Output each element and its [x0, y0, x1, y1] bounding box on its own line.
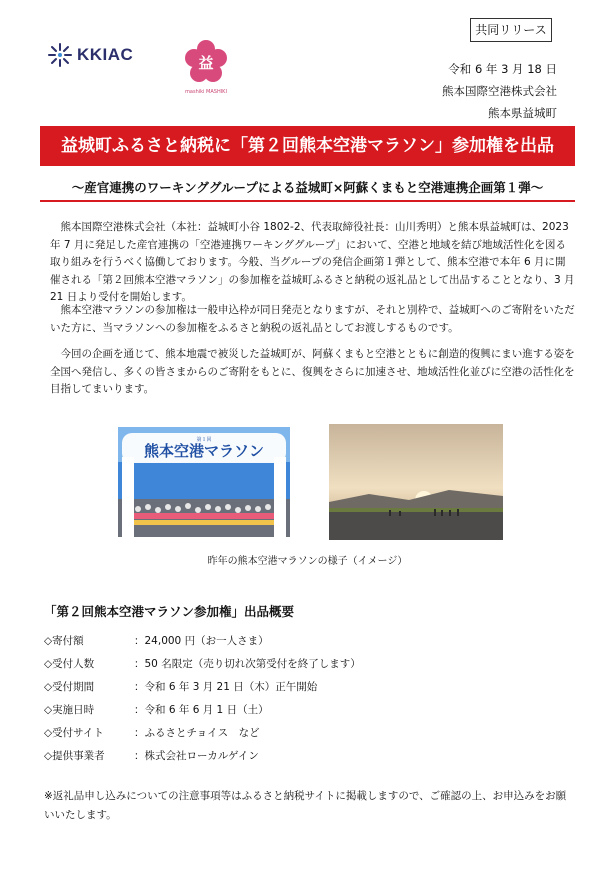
detail-label: ◇実施日時 [44, 704, 95, 716]
detail-label: ◇寄付額 [44, 635, 84, 647]
detail-label: ◇提供事業者 [44, 750, 105, 762]
detail-value: ：株式会社ローカルゲイン [134, 750, 259, 762]
paragraph-2: 熊本空港マラソンの参加権は一般申込枠が同日発売となりますが、それと別枠で、益城町へのご寄附をいただいた方に、当マラソンへの参加権をふるさと納税の返礼品としてお渡しするものです。 [50, 304, 575, 334]
detail-value: ：50 名限定（売り切れ次第受付を終了します） [134, 658, 361, 670]
detail-value: ：令和 6 年 6 月 1 日（土） [134, 704, 269, 716]
detail-label: ◇受付期間 [44, 681, 95, 693]
runway-runners-photo [329, 424, 503, 540]
header-info [442, 58, 557, 124]
paragraph-3: 今回の企画を通じて、熊本地震で被災した益城町が、阿蘇くまもと空港とともに創造的復興にまい進する姿を全国へ発信し、多くの皆さまからのご寄附をもとに、復興をさらに加速させ、地域活性化並びに空港の活性化を目指してまいります。 [50, 348, 575, 395]
detail-value: ：ふるさとチョイス など [134, 727, 260, 739]
subtitle-underline [40, 200, 575, 202]
release-date: 令和 6 年 3 月 18 日 [448, 62, 557, 76]
detail-label: ◇受付サイト [44, 727, 104, 739]
mashiki-town-logo [178, 40, 234, 98]
footnote: ※返礼品申し込みについての注意事項等はふるさと納税サイトに掲載しますので、ご確認の上、お申込みをお願いいたします。 [44, 790, 567, 821]
arch-small-text: 第１回 [196, 437, 212, 443]
detail-capacity [44, 656, 361, 671]
detail-value: ：24,000 円（お一人さま） [134, 635, 269, 647]
detail-site [44, 725, 260, 740]
detail-period [44, 679, 317, 694]
marathon-start-photo [118, 427, 290, 537]
detail-provider [44, 748, 259, 763]
subtitle: ～産官連携のワーキンググループによる益城町×阿蘇くまもと空港連携企画第１弾～ [71, 180, 544, 195]
mashiki-logo-char: 益 [198, 54, 214, 72]
photo-caption: 昨年の熊本空港マラソンの様子（イメージ） [207, 556, 408, 567]
detail-label: ◇受付人数 [44, 658, 95, 670]
mashiki-logo-caption: mashiki MASHIKI [185, 89, 227, 95]
snowflake-logo-icon [47, 42, 73, 68]
detail-value: ：令和 6 年 3 月 21 日（木）正午開始 [134, 681, 318, 693]
detail-event-date [44, 702, 269, 717]
detail-donation [44, 633, 269, 648]
issuer-mashiki: 熊本県益城町 [488, 106, 557, 120]
headline-banner: 益城町ふるさと納税に「第２回熊本空港マラソン」参加権を出品 [40, 126, 575, 166]
issuer-kkiac: 熊本国際空港株式会社 [442, 84, 557, 98]
kkiac-logo-text: KKIAC [77, 45, 134, 64]
arch-title-text: 熊本空港マラソン [143, 442, 265, 460]
joint-release-label: 共同リリース [470, 18, 552, 42]
overview-heading: 「第２回熊本空港マラソン参加権」出品概要 [44, 604, 295, 619]
kkiac-logo [47, 40, 157, 70]
paragraph-1: 熊本国際空港株式会社（本社：益城町小谷 1802-2、代表取締役社長：山川秀明）と熊本県益城町は、2023 年 7 月に発足した産官連携の「空港連携ワーキンググループ」において、空港と地域を結び地域活性化を図る取り組みを行うべく協働しております。今般、当グループの発信企画第１弾として、熊本空港で本年 6 月に開催される「第２回熊本空港マラソン」の参加権を益城町ふるさと納税の返礼品として出品することとなり、3 月 21 日より受付を開始します。 [50, 221, 575, 303]
plum-blossom-logo-icon [184, 40, 228, 84]
